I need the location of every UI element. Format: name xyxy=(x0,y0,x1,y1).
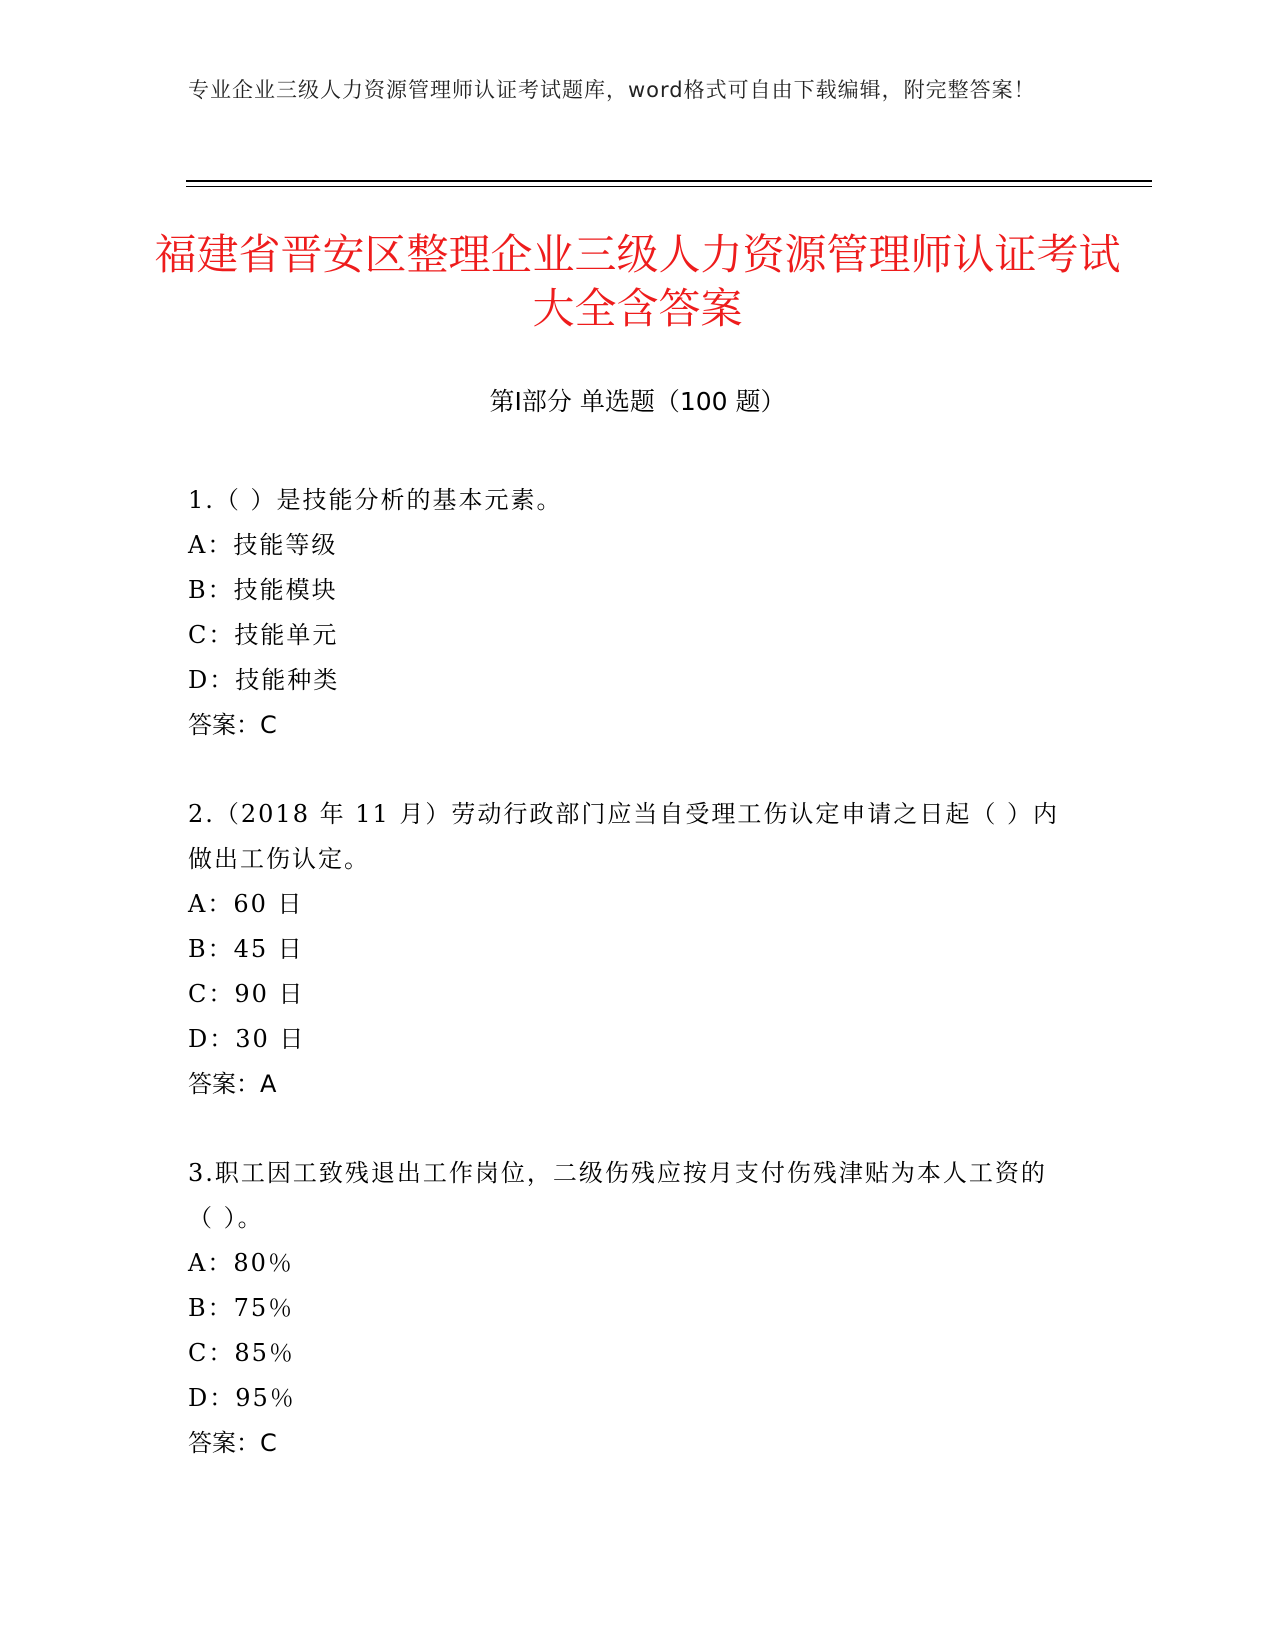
option-c: C：85％ xyxy=(188,1339,295,1367)
option-b: B：75％ xyxy=(188,1294,295,1322)
option-d: D：95％ xyxy=(188,1384,296,1412)
option-c: C：90 日 xyxy=(188,980,305,1008)
answer: 答案：C xyxy=(188,711,277,739)
question-1 xyxy=(188,478,1068,747)
option-b: B：技能模块 xyxy=(188,576,338,604)
option-d: D：技能种类 xyxy=(188,666,340,694)
question-stem: 3.职工因工致残退出工作岗位，二级伤残应按月支付伤残津贴为本人工资的（ ）。 xyxy=(188,1159,1047,1232)
option-b: B：45 日 xyxy=(188,935,304,963)
question-list xyxy=(188,478,1068,1510)
question-stem: 2.（2018 年 11 月）劳动行政部门应当自受理工伤认定申请之日起（ ）内做出工伤认定。 xyxy=(188,800,1060,873)
option-d: D：30 日 xyxy=(188,1025,306,1053)
question-2 xyxy=(188,792,1068,1106)
header-note: 专业企业三级人力资源管理师认证考试题库，word格式可自由下载编辑，附完整答案！ xyxy=(188,78,1036,102)
document-title: 福建省晋安区整理企业三级人力资源管理师认证考试大全含答案 xyxy=(154,230,1121,333)
option-a: A：60 日 xyxy=(188,890,304,918)
section-title: 第Ⅰ部分 单选题（100 题） xyxy=(489,387,786,416)
header-divider-thick xyxy=(186,180,1152,182)
option-a: A：技能等级 xyxy=(188,531,338,559)
option-c: C：技能单元 xyxy=(188,621,339,649)
question-stem: 1.（ ）是技能分析的基本元素。 xyxy=(188,486,563,514)
option-a: A：80％ xyxy=(188,1249,294,1277)
answer: 答案：A xyxy=(188,1070,277,1098)
answer: 答案：C xyxy=(188,1429,277,1457)
question-3 xyxy=(188,1151,1068,1465)
header-divider-thin xyxy=(186,186,1152,187)
